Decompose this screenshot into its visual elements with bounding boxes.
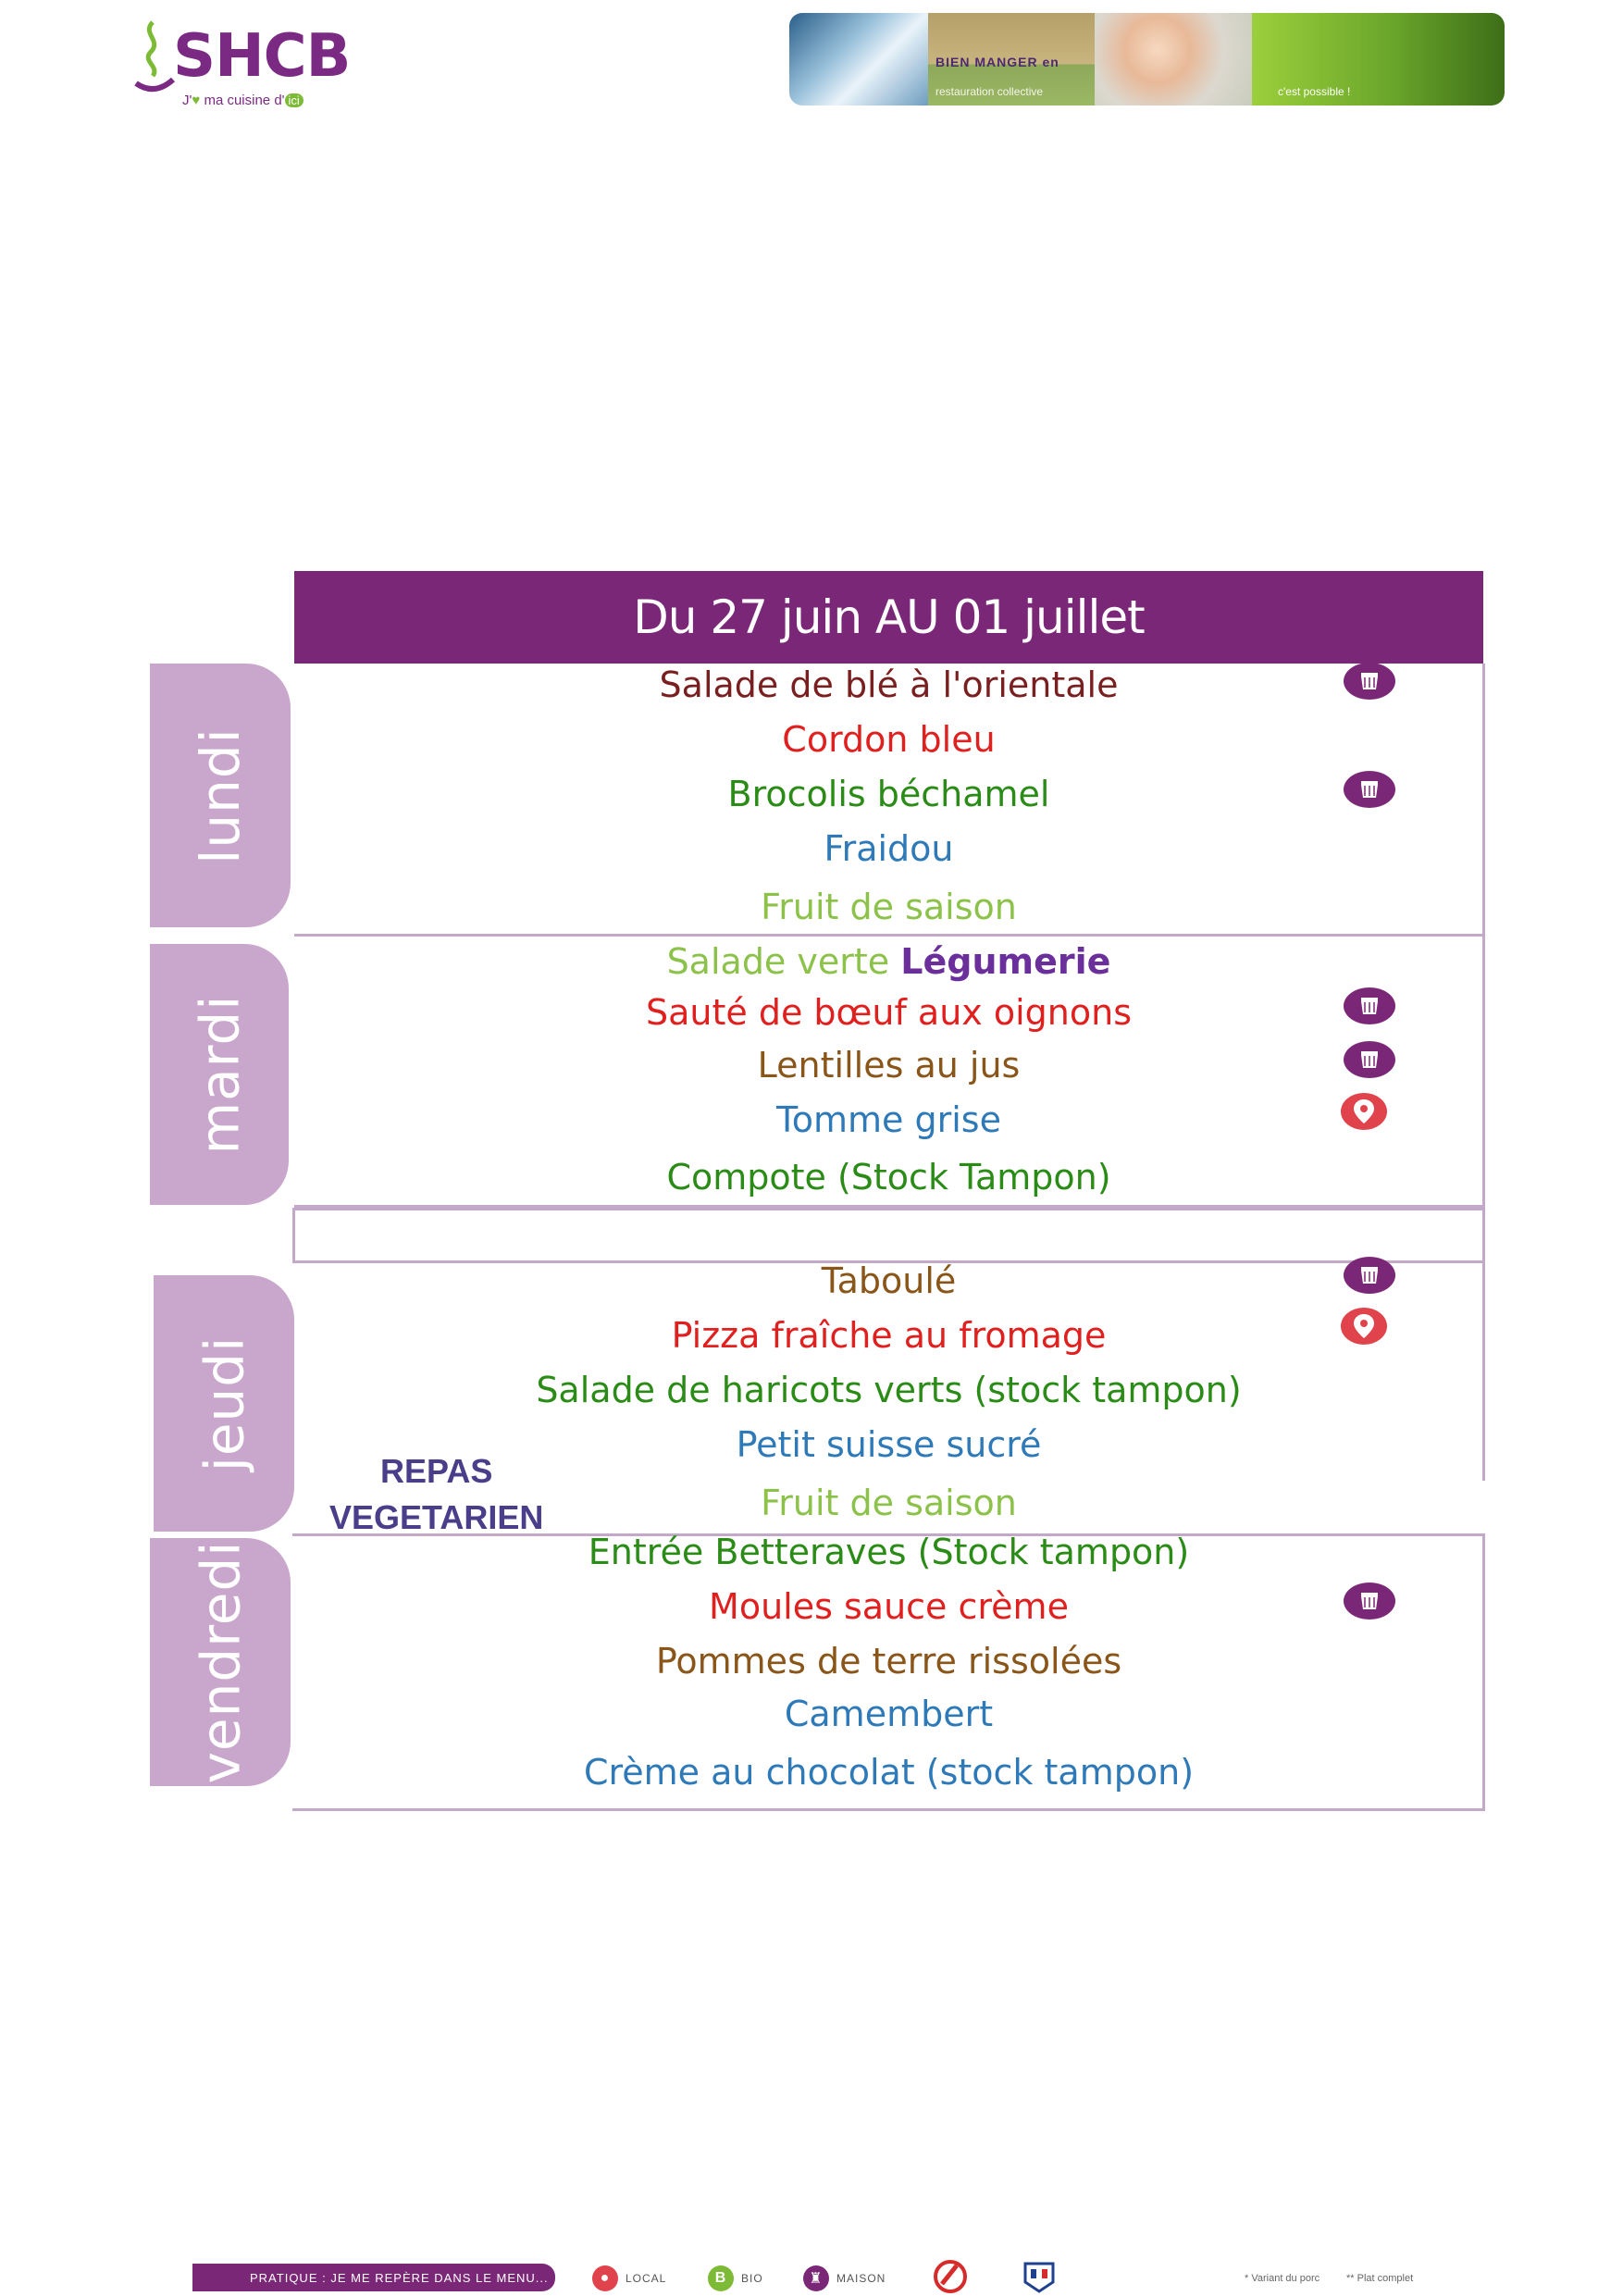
lundi-item-3: Brocolis béchamel: [727, 774, 1050, 814]
local-pin-icon: ●: [592, 2265, 618, 2291]
mardi-item-1-text: Salade verte: [666, 941, 890, 982]
legend-bio: [708, 2265, 763, 2291]
jeudi-item-2: Pizza fraîche au fromage: [671, 1315, 1107, 1356]
maison-icon: [1343, 1040, 1396, 1079]
header-banner: [789, 13, 1505, 105]
vendredi-item-3: Pommes de terre rissolées: [655, 1641, 1122, 1682]
mardi-item-4: Tomme grise: [776, 1099, 1001, 1140]
empty-day-box: [292, 1208, 1485, 1263]
tagline-ici: ici: [285, 93, 304, 107]
banner-text-2: restauration collective: [935, 85, 1044, 98]
legend-maison-label: MAISON: [836, 2272, 886, 2285]
vendredi-item-2: Moules sauce crème: [709, 1586, 1069, 1627]
legumerie-label: Légumerie: [900, 941, 1111, 982]
footer-legend-bar: PRATIQUE : JE ME REPÈRE DANS LE MENU...: [192, 2264, 555, 2291]
day-tab-vendredi: [150, 1538, 291, 1786]
france-origin-icon: [1018, 2258, 1060, 2295]
week-title: Du 27 juin AU 01 juillet: [294, 571, 1483, 664]
vegetarian-line-1: REPAS: [380, 1452, 493, 1490]
tagline-mid: ma cuisine d': [200, 93, 285, 108]
tagline-prefix: J': [182, 93, 192, 108]
day-tab-mardi: [150, 944, 289, 1205]
banner-text-1: BIEN MANGER en: [935, 55, 1059, 69]
banner-text-3: c'est possible !: [1278, 85, 1351, 98]
brand-name: SHCB: [173, 22, 351, 91]
shcb-logo: [125, 11, 365, 113]
legend-local: [592, 2265, 666, 2291]
steam-icon: [134, 19, 175, 93]
day-tab-lundi: [150, 664, 291, 927]
label-rouge-icon: [929, 2258, 972, 2295]
mardi-item-2: Sauté de bœuf aux oignons: [645, 992, 1133, 1033]
maison-icon: [1343, 770, 1396, 809]
mardi-item-5: Compote (Stock Tampon): [666, 1157, 1111, 1198]
local-icon: [1340, 1307, 1388, 1346]
heart-icon: ♥: [192, 93, 201, 108]
maison-icon: [1343, 1256, 1396, 1295]
legend-bio-label: BIO: [741, 2272, 763, 2285]
bio-b-icon: B: [708, 2265, 734, 2291]
footer-note-1: * Variant du porc: [1245, 2273, 1320, 2284]
maison-icon: [1343, 1582, 1396, 1620]
day-label-lundi: lundi: [188, 726, 252, 864]
maison-icon: [1343, 987, 1396, 1025]
local-icon: [1340, 1092, 1388, 1131]
vegetarian-label: [329, 1448, 543, 1541]
vegetarian-line-2: VEGETARIEN: [329, 1498, 544, 1536]
legend-local-label: LOCAL: [626, 2272, 667, 2285]
lundi-item-5: Fruit de saison: [761, 887, 1017, 927]
jeudi-item-3: Salade de haricots verts (stock tampon): [536, 1370, 1242, 1410]
day-tab-jeudi: [154, 1275, 294, 1532]
day-label-mardi: mardi: [188, 994, 251, 1155]
footer-note-2: ** Plat complet: [1346, 2273, 1414, 2284]
banner-kiwi-panel: [1252, 13, 1505, 105]
banner-children-image: [1095, 13, 1252, 105]
maison-icon: [1343, 662, 1396, 701]
mardi-item-1: [294, 941, 1483, 982]
vendredi-item-4: Camembert: [784, 1694, 994, 1734]
day-label-vendredi: vendredi: [189, 1540, 252, 1784]
tagline: [182, 93, 304, 108]
vendredi-item-5: Crème au chocolat (stock tampon): [583, 1752, 1195, 1793]
banner-frost-image: [789, 13, 928, 105]
vendredi-item-1: Entrée Betteraves (Stock tampon): [588, 1532, 1190, 1572]
day-label-jeudi: jeudi: [192, 1335, 255, 1471]
maison-hat-icon: ♜: [803, 2265, 829, 2291]
lundi-item-2: Cordon bleu: [782, 719, 996, 760]
lundi-item-1: Salade de blé à l'orientale: [659, 664, 1119, 705]
legend-maison: [803, 2265, 886, 2291]
banner-text-panel: [928, 13, 1095, 105]
jeudi-item-4: Petit suisse sucré: [736, 1424, 1042, 1465]
jeudi-item-1: Taboulé: [821, 1260, 957, 1301]
lundi-item-4: Fraidou: [824, 828, 954, 869]
mardi-item-3: Lentilles au jus: [757, 1045, 1021, 1086]
jeudi-item-5: Fruit de saison: [761, 1483, 1017, 1523]
